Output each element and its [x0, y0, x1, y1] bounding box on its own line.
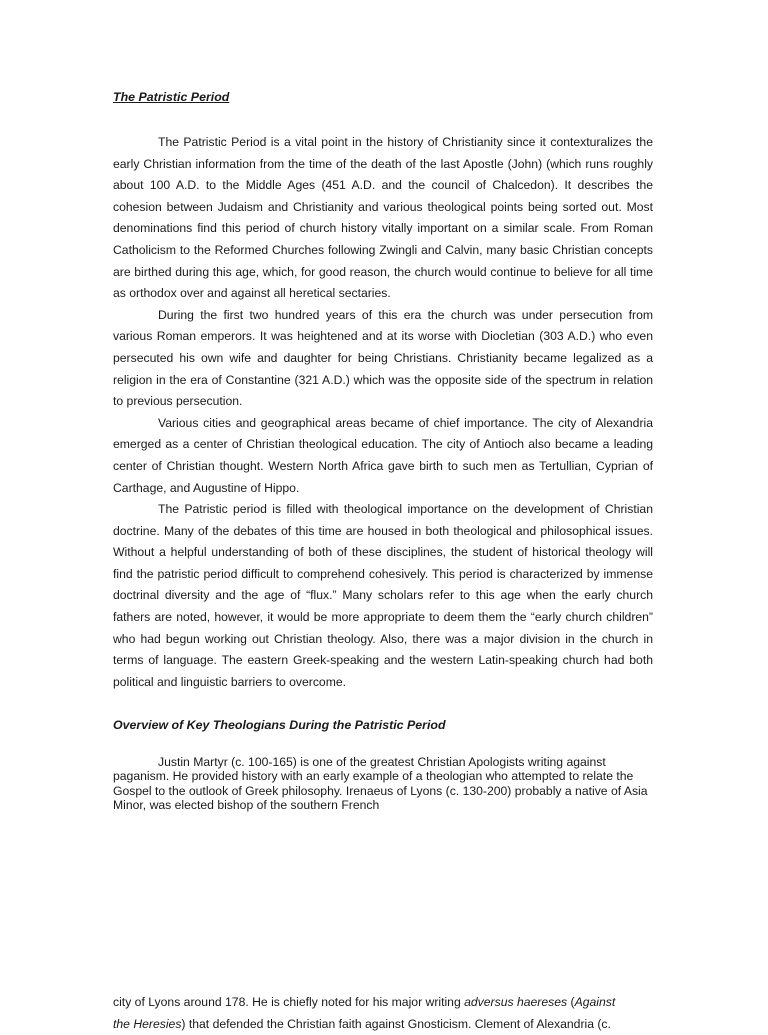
- continuation-line-2: [113, 1014, 653, 1035]
- continuation-line-1: [113, 992, 653, 1014]
- section-body-key-theologians: [113, 755, 653, 813]
- work-title-adversus-haereses: adversus haereses: [464, 995, 568, 1009]
- section-body-patristic-period: [113, 132, 653, 693]
- paragraph-persecution: During the first two hundred years of this era the church was under persecution from various Roman emperors. It was heightened and at its worse with Diocletian (303 A.D.) who even persecuted his own wife and daughter for being Christians. Christianity became legalized as a religion in the era of Constantine (321 A.D.) which was the opposite side of the spectrum in relation to previous persecution.: [113, 307, 653, 409]
- section-title-key-theologians: Overview of Key Theologians During the Patristic Period: [113, 718, 446, 732]
- continuation-line-1-text: city of Lyons around 178. He is chiefly noted for his major writing: [113, 995, 465, 1009]
- continuation-text: [113, 992, 653, 1035]
- work-title-against: Against: [574, 995, 616, 1009]
- continuation-line-2-text: ) that defended the Christian faith against Gnosticism. Clement of Alexandria (c.: [181, 1016, 611, 1031]
- section-title-patristic-period: The Patristic Period: [113, 90, 230, 104]
- continuation-line-1-paren: (: [567, 995, 575, 1009]
- paragraph-justin-martyr: Justin Martyr (c. 100-165) is one of the greatest Christian Apologists writing against paganism. He provided history with an early example of a theologian who attempted to relate the Gospel to the outlook of Greek philosophy. Irenaeus of Lyons (c. 130-200) probably a native of Asia Minor, was elected bishop of the southern French: [113, 755, 648, 813]
- work-title-the-heresies: the Heresies: [113, 1016, 182, 1031]
- paragraph-cities: Various cities and geographical areas became of chief importance. The city of Alexandria emerged as a center of Christian theological education. The city of Antioch also became a leading center of Christian thought. Western North Africa gave birth to such men as Tertullian, Cyprian of Carthage, and Augustine of Hippo.: [113, 415, 653, 495]
- paragraph-intro: The Patristic Period is a vital point in the history of Christianity since it contexturalizes the early Christian information from the time of the death of the last Apostle (John) (which runs roughly about 100 A.D. to the Middle Ages (451 A.D. and the council of Chalcedon). It describes the cohesion between Judaism and Christianity and various theological points being sorted out. Most denominations find this period of church history vitally important on a similar scale. From Roman Catholicism to the Reformed Churches following Zwingli and Calvin, many basic Christian concepts are birthed during this age, which, for good reason, the church would continue to believe for all time as orthodox over and against all heretical sectaries.: [113, 135, 653, 301]
- paragraph-theological-importance: The Patristic period is filled with theological importance on the development of Christian doctrine. Many of the debates of this time are housed in both theological and philosophical issues. Without a helpful understanding of both of these disciplines, the student of historical theology will find the patristic period difficult to comprehend cohesively. This period is characterized by immense doctrinal diversity and the age of “flux.” Many scholars refer to this age when the early church fathers are noted, however, it would be more appropriate to deem them the “early church children” who had begun working out Christian theology. Also, there was a major division in the church in terms of language. The eastern Greek-speaking and the western Latin-speaking church had both political and linguistic barriers to overcome.: [113, 502, 653, 689]
